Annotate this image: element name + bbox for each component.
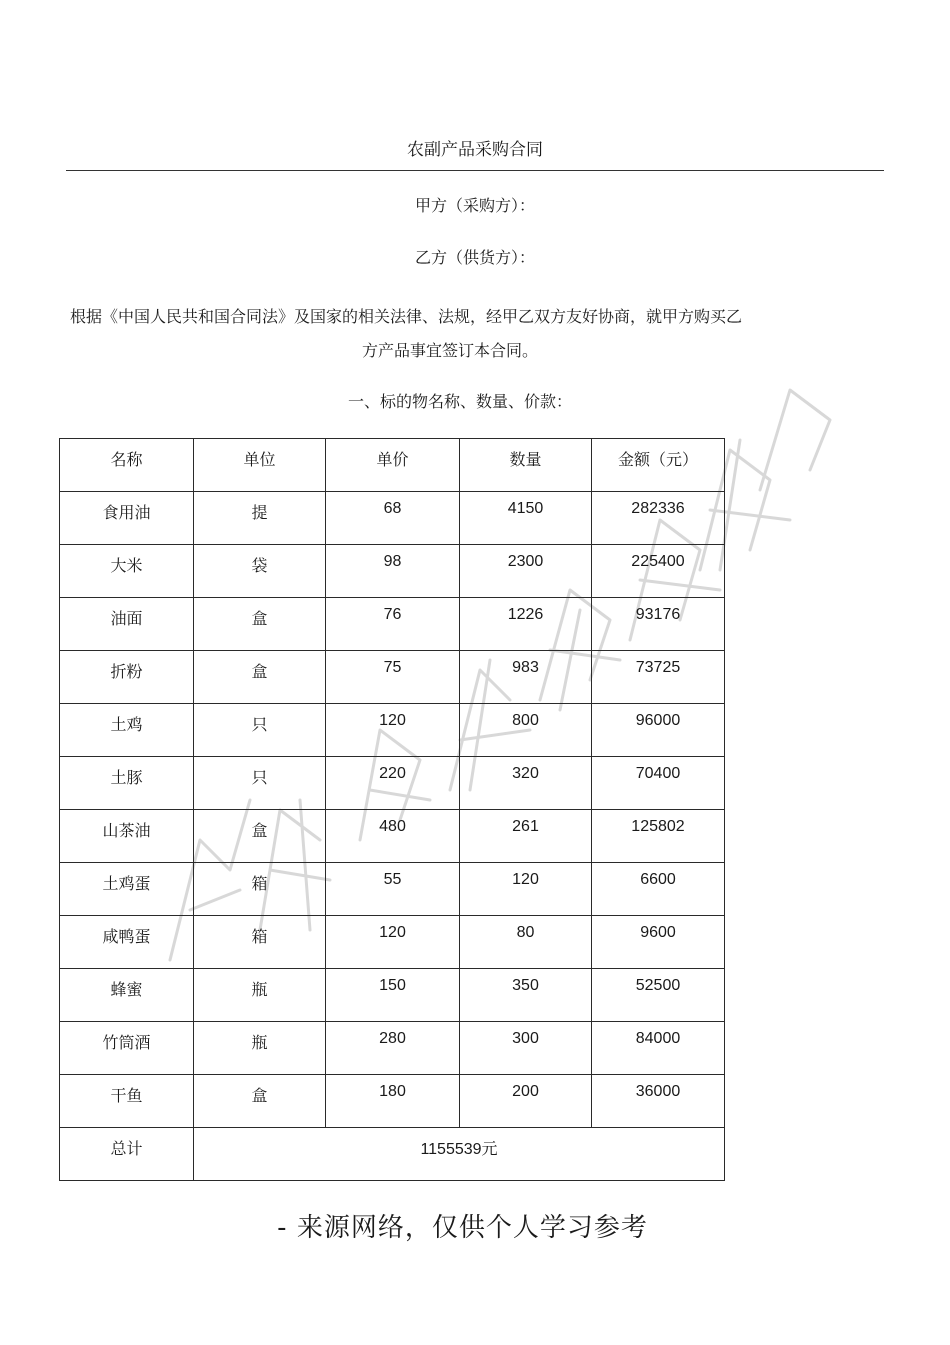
cell-quantity: 4150 <box>460 492 592 545</box>
cell-unit-price: 180 <box>326 1075 460 1128</box>
cell-name: 土豚 <box>60 757 194 810</box>
cell-unit-price: 68 <box>326 492 460 545</box>
cell-quantity: 320 <box>460 757 592 810</box>
cell-unit: 盒 <box>194 810 326 863</box>
header-quantity: 数量 <box>460 439 592 492</box>
cell-name: 干鱼 <box>60 1075 194 1128</box>
contract-title: 农副产品采购合同 <box>407 140 543 160</box>
table-row <box>60 969 725 1022</box>
cell-name: 土鸡 <box>60 704 194 757</box>
cell-unit: 瓶 <box>194 969 326 1022</box>
table-row <box>60 863 725 916</box>
party-a-label: 甲方（采购方）： <box>414 196 535 215</box>
cell-name: 蜂蜜 <box>60 969 194 1022</box>
cell-amount: 96000 <box>592 704 725 757</box>
intro-line-2: 方产品事宜签订本合同。 <box>361 341 538 360</box>
cell-amount: 125802 <box>592 810 725 863</box>
cell-unit-price: 55 <box>326 863 460 916</box>
cell-amount: 84000 <box>592 1022 725 1075</box>
cell-amount: 225400 <box>592 545 725 598</box>
cell-amount: 70400 <box>592 757 725 810</box>
cell-amount: 36000 <box>592 1075 725 1128</box>
cell-unit-price: 120 <box>326 916 460 969</box>
table-row <box>60 916 725 969</box>
table-row <box>60 545 725 598</box>
cell-quantity: 120 <box>460 863 592 916</box>
cell-unit: 提 <box>194 492 326 545</box>
cell-name: 竹筒酒 <box>60 1022 194 1075</box>
cell-unit: 箱 <box>194 916 326 969</box>
table-header-row <box>60 439 725 492</box>
title-divider <box>66 170 884 171</box>
cell-unit-price: 480 <box>326 810 460 863</box>
cell-name: 咸鸭蛋 <box>60 916 194 969</box>
source-disclaimer: - 来源网络，仅供个人学习参考 <box>277 1213 648 1243</box>
cell-unit: 盒 <box>194 598 326 651</box>
cell-unit: 箱 <box>194 863 326 916</box>
cell-quantity: 200 <box>460 1075 592 1128</box>
cell-name: 土鸡蛋 <box>60 863 194 916</box>
intro-paragraph <box>70 300 830 368</box>
cell-amount: 282336 <box>592 492 725 545</box>
cell-amount: 6600 <box>592 863 725 916</box>
table-row <box>60 492 725 545</box>
cell-unit: 袋 <box>194 545 326 598</box>
total-label: 总计 <box>60 1128 194 1181</box>
cell-quantity: 1226 <box>460 598 592 651</box>
cell-unit: 只 <box>194 757 326 810</box>
cell-unit: 盒 <box>194 651 326 704</box>
cell-quantity: 80 <box>460 916 592 969</box>
cell-quantity: 800 <box>460 704 592 757</box>
header-unit: 单位 <box>194 439 326 492</box>
table-row <box>60 1022 725 1075</box>
header-amount: 金额（元） <box>592 439 725 492</box>
total-value: 1155539元 <box>194 1128 725 1181</box>
cell-name: 折粉 <box>60 651 194 704</box>
cell-unit-price: 75 <box>326 651 460 704</box>
cell-unit: 盒 <box>194 1075 326 1128</box>
cell-name: 大米 <box>60 545 194 598</box>
header-unit-price: 单价 <box>326 439 460 492</box>
cell-unit-price: 220 <box>326 757 460 810</box>
cell-amount: 93176 <box>592 598 725 651</box>
cell-quantity: 350 <box>460 969 592 1022</box>
cell-amount: 73725 <box>592 651 725 704</box>
cell-name: 食用油 <box>60 492 194 545</box>
cell-quantity: 2300 <box>460 545 592 598</box>
cell-name: 山茶油 <box>60 810 194 863</box>
goods-table <box>59 438 725 1181</box>
section-heading-goods: 一、标的物名称、数量、价款： <box>347 392 572 411</box>
table-row <box>60 704 725 757</box>
table-row <box>60 1075 725 1128</box>
cell-unit: 瓶 <box>194 1022 326 1075</box>
cell-unit: 只 <box>194 704 326 757</box>
cell-quantity: 983 <box>460 651 592 704</box>
table-row <box>60 598 725 651</box>
cell-unit-price: 150 <box>326 969 460 1022</box>
cell-amount: 9600 <box>592 916 725 969</box>
cell-unit-price: 98 <box>326 545 460 598</box>
cell-quantity: 300 <box>460 1022 592 1075</box>
header-name: 名称 <box>60 439 194 492</box>
cell-quantity: 261 <box>460 810 592 863</box>
intro-line-1: 根据《中国人民共和国合同法》及国家的相关法律、法规，经甲乙双方友好协商，就甲方购买乙 <box>70 307 743 326</box>
table-row <box>60 810 725 863</box>
cell-unit-price: 120 <box>326 704 460 757</box>
cell-unit-price: 280 <box>326 1022 460 1075</box>
party-b-label: 乙方（供货方）： <box>414 248 535 267</box>
table-total-row <box>60 1128 725 1181</box>
cell-name: 油面 <box>60 598 194 651</box>
cell-unit-price: 76 <box>326 598 460 651</box>
table-row <box>60 651 725 704</box>
cell-amount: 52500 <box>592 969 725 1022</box>
table-row <box>60 757 725 810</box>
